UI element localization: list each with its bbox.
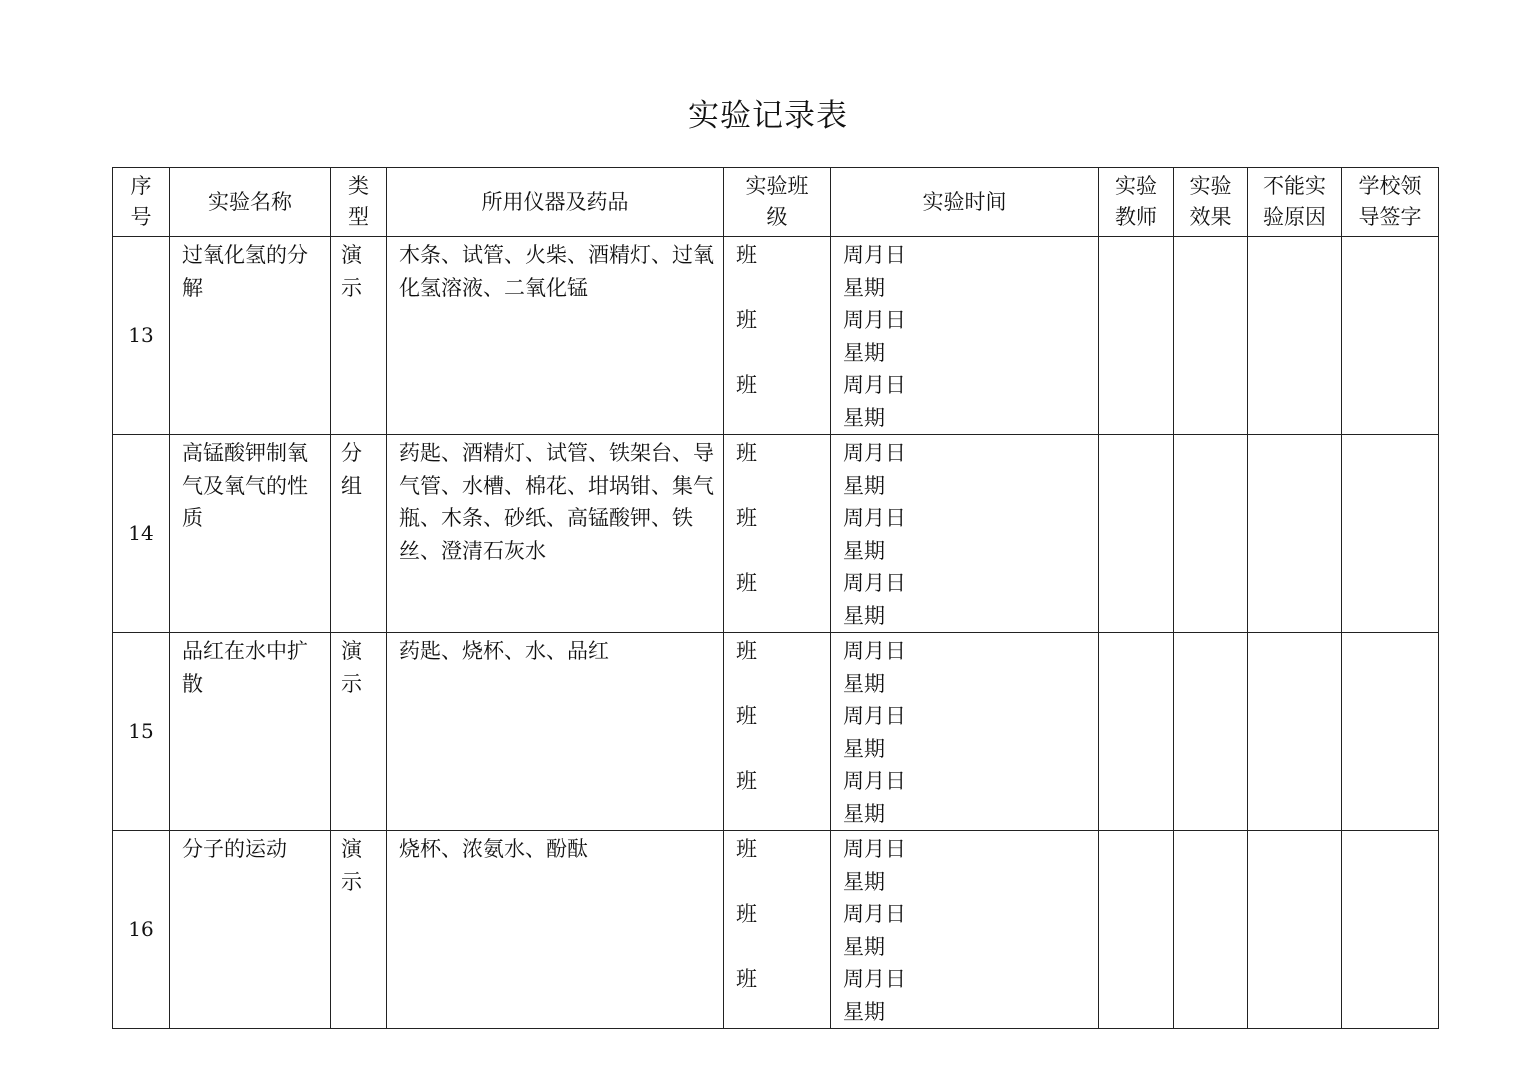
class-entry: 班: [736, 441, 757, 465]
sign-cell[interactable]: [1342, 633, 1439, 831]
class-cell: [724, 633, 831, 831]
class-entry: 班: [736, 373, 757, 397]
page-title: 实验记录表: [688, 98, 848, 134]
experiment-name: 分子的运动: [170, 831, 331, 1029]
class-entry: 班: [736, 308, 757, 332]
time-entry: 周月日: [843, 639, 906, 663]
class-cell: [724, 435, 831, 633]
sign-cell[interactable]: [1342, 237, 1439, 435]
header-equipment: 所用仪器及药品: [387, 168, 724, 237]
row-number: 15: [113, 633, 170, 831]
table-row: [113, 831, 1439, 1029]
time-entry: 星期: [843, 275, 885, 300]
header-sign: 学校领导签字: [1342, 168, 1439, 237]
reason-cell[interactable]: [1248, 633, 1342, 831]
time-entry: 星期: [843, 603, 885, 628]
effect-cell[interactable]: [1174, 633, 1248, 831]
sign-cell[interactable]: [1342, 831, 1439, 1029]
time-entry: 星期: [843, 869, 885, 894]
experiment-name: 品红在水中扩散: [170, 633, 331, 831]
header-time: 实验时间: [831, 168, 1099, 237]
time-entry: 周月日: [843, 967, 906, 991]
reason-cell[interactable]: [1248, 831, 1342, 1029]
time-entry: 星期: [843, 671, 885, 696]
time-cell: [831, 831, 1099, 1029]
table-row: [113, 435, 1439, 633]
header-row: [113, 168, 1439, 237]
time-entry: 周月日: [843, 902, 906, 926]
header-seq: 序号: [113, 168, 170, 237]
time-entry: 星期: [843, 473, 885, 498]
sign-cell[interactable]: [1342, 435, 1439, 633]
class-entry: 班: [736, 704, 757, 728]
time-entry: 星期: [843, 801, 885, 826]
experiment-name: 过氧化氢的分解: [170, 237, 331, 435]
time-entry: 星期: [843, 538, 885, 563]
time-cell: [831, 435, 1099, 633]
time-entry: 周月日: [843, 769, 906, 793]
class-entry: 班: [736, 769, 757, 793]
header-effect: 实验效果: [1174, 168, 1248, 237]
class-entry: 班: [736, 902, 757, 926]
time-entry: 星期: [843, 340, 885, 365]
time-entry: 周月日: [843, 571, 906, 595]
teacher-cell[interactable]: [1099, 237, 1174, 435]
header-class: 实验班级: [724, 168, 831, 237]
header-name: 实验名称: [170, 168, 331, 237]
time-entry: 周月日: [843, 243, 906, 267]
time-cell: [831, 633, 1099, 831]
effect-cell[interactable]: [1174, 831, 1248, 1029]
time-entry: 星期: [843, 934, 885, 959]
table-row: [113, 633, 1439, 831]
class-cell: [724, 237, 831, 435]
experiment-type: 演示: [331, 237, 387, 435]
header-teacher: 实验教师: [1099, 168, 1174, 237]
header-type: 类型: [331, 168, 387, 237]
table-row: [113, 237, 1439, 435]
teacher-cell[interactable]: [1099, 831, 1174, 1029]
time-entry: 周月日: [843, 373, 906, 397]
time-entry: 星期: [843, 736, 885, 761]
header-reason: 不能实验原因: [1248, 168, 1342, 237]
effect-cell[interactable]: [1174, 435, 1248, 633]
row-number: 13: [113, 237, 170, 435]
experiment-type: 演示: [331, 831, 387, 1029]
equipment-list: 烧杯、浓氨水、酚酞: [387, 831, 724, 1029]
teacher-cell[interactable]: [1099, 633, 1174, 831]
time-entry: 周月日: [843, 441, 906, 465]
record-table: [112, 167, 1439, 1029]
class-cell: [724, 831, 831, 1029]
time-entry: 周月日: [843, 506, 906, 530]
experiment-type: 演示: [331, 633, 387, 831]
class-entry: 班: [736, 837, 757, 861]
class-entry: 班: [736, 639, 757, 663]
equipment-list: 药匙、烧杯、水、品红: [387, 633, 724, 831]
reason-cell[interactable]: [1248, 435, 1342, 633]
time-cell: [831, 237, 1099, 435]
equipment-list: 木条、试管、火柴、酒精灯、过氧化氢溶液、二氧化锰: [387, 237, 724, 435]
time-entry: 周月日: [843, 308, 906, 332]
class-entry: 班: [736, 243, 757, 267]
experiment-type: 分组: [331, 435, 387, 633]
time-entry: 周月日: [843, 837, 906, 861]
time-entry: 星期: [843, 999, 885, 1024]
class-entry: 班: [736, 571, 757, 595]
row-number: 16: [113, 831, 170, 1029]
equipment-list: 药匙、酒精灯、试管、铁架台、导气管、水槽、棉花、坩埚钳、集气瓶、木条、砂纸、高锰酸钾、铁丝、澄清石灰水: [387, 435, 724, 633]
experiment-name: 高锰酸钾制氧气及氧气的性质: [170, 435, 331, 633]
effect-cell[interactable]: [1174, 237, 1248, 435]
reason-cell[interactable]: [1248, 237, 1342, 435]
class-entry: 班: [736, 506, 757, 530]
class-entry: 班: [736, 967, 757, 991]
time-entry: 星期: [843, 405, 885, 430]
row-number: 14: [113, 435, 170, 633]
teacher-cell[interactable]: [1099, 435, 1174, 633]
time-entry: 周月日: [843, 704, 906, 728]
